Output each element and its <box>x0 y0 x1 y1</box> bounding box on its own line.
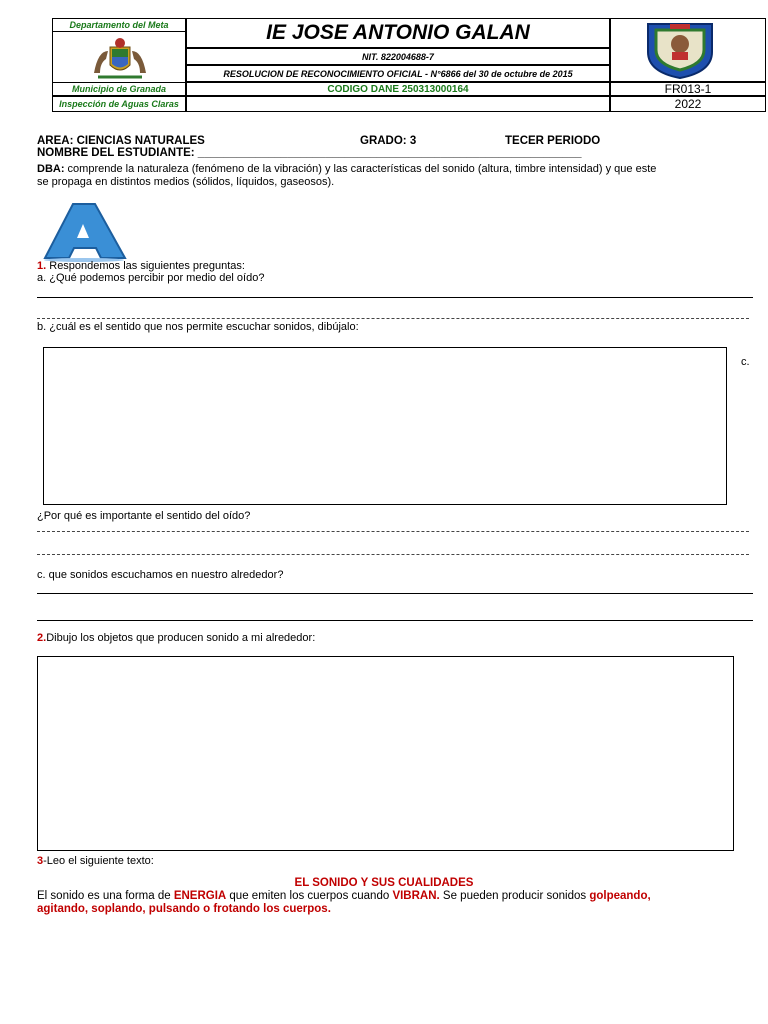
section2-heading <box>37 632 315 645</box>
department-label: Departamento del Meta <box>52 18 186 32</box>
letter-a-icon <box>40 200 130 262</box>
dba-line-2: se propaga en distintos medios (sólidos, líquidos, gaseosos). <box>37 176 335 188</box>
question-c: c. que sonidos escuchamos en nuestro alrededor? <box>37 569 284 581</box>
section2-text: Dibujo los objetos que producen sonido a mi alrededor: <box>46 632 316 644</box>
blank-cell <box>186 96 610 112</box>
keyword-energia: ENERGIA <box>173 890 227 902</box>
dba-line-1 <box>37 163 656 176</box>
reading-line-1 <box>37 890 651 903</box>
section3-heading <box>37 855 154 868</box>
keyword-golpeando: golpeando, <box>589 890 651 902</box>
reading-text-1: El sonido es una forma de <box>37 890 174 902</box>
nit-label: NIT. 822004688-7 <box>186 48 610 65</box>
question-why: ¿Por qué es importante el sentido del oído? <box>37 510 251 522</box>
drawing-box-ear[interactable] <box>43 347 727 505</box>
grade-label: GRADO: 3 <box>360 135 417 147</box>
section1-number: 1. <box>37 260 47 272</box>
municipality-label: Municipio de Granada <box>52 82 186 96</box>
question-b: b. ¿cuál es el sentido que nos permite escuchar sonidos, dibújalo: <box>37 321 359 333</box>
question-a: a. ¿Qué podemos percibir por medio del oído? <box>37 272 265 284</box>
student-name-field: NOMBRE DEL ESTUDIANTE: ____________________________________________________________ <box>37 147 582 159</box>
period-label: TECER PERIODO <box>505 135 601 147</box>
section1-intro-text: Respondemos las siguientes preguntas: <box>46 260 245 272</box>
answer-line-a[interactable] <box>37 297 753 298</box>
side-label-c: c. <box>741 356 750 368</box>
dane-code: CODIGO DANE 250313000164 <box>186 82 610 96</box>
coat-of-arms-icon <box>88 33 152 83</box>
answer-line-why-2[interactable] <box>37 554 749 555</box>
answer-line-c2[interactable] <box>37 620 753 621</box>
reading-text-2: que emiten los cuerpos cuando <box>226 890 393 902</box>
answer-line-why-1[interactable] <box>37 531 749 532</box>
resolution-label: RESOLUCION DE RECONOCIMIENTO OFICIAL - N°6866 del 30 de octubre de 2015 <box>186 65 610 82</box>
section3-number: 3 <box>37 855 44 867</box>
year-label: 2022 <box>610 96 766 112</box>
school-name: IE JOSE ANTONIO GALAN <box>186 18 610 48</box>
dba-label: DBA: <box>37 163 65 175</box>
reading-title: EL SONIDO Y SUS CUALIDADES <box>294 877 474 889</box>
keyword-vibran: VIBRAN. <box>392 890 440 902</box>
document-header <box>52 18 766 112</box>
section2-number: 2. <box>37 632 47 644</box>
area-label: AREA: CIENCIAS NATURALES <box>37 135 205 147</box>
reading-line-2: agitando, soplando, pulsando o frotando los cuerpos. <box>37 903 331 915</box>
answer-line-c1[interactable] <box>37 593 753 594</box>
drawing-box-objects[interactable] <box>37 656 734 851</box>
inspection-label: Inspección de Aguas Claras <box>52 96 186 112</box>
answer-line-a2[interactable] <box>37 318 749 319</box>
form-code: FR013-1 <box>610 82 766 96</box>
reading-text-3: Se pueden producir sonidos <box>439 890 590 902</box>
dba-text-1: comprende la naturaleza (fenómeno de la vibración) y las características del sonido (altura, timbre intensidad) y que este <box>64 163 657 175</box>
school-shield-icon <box>642 20 718 80</box>
section3-text: -Leo el siguiente texto: <box>43 855 154 867</box>
